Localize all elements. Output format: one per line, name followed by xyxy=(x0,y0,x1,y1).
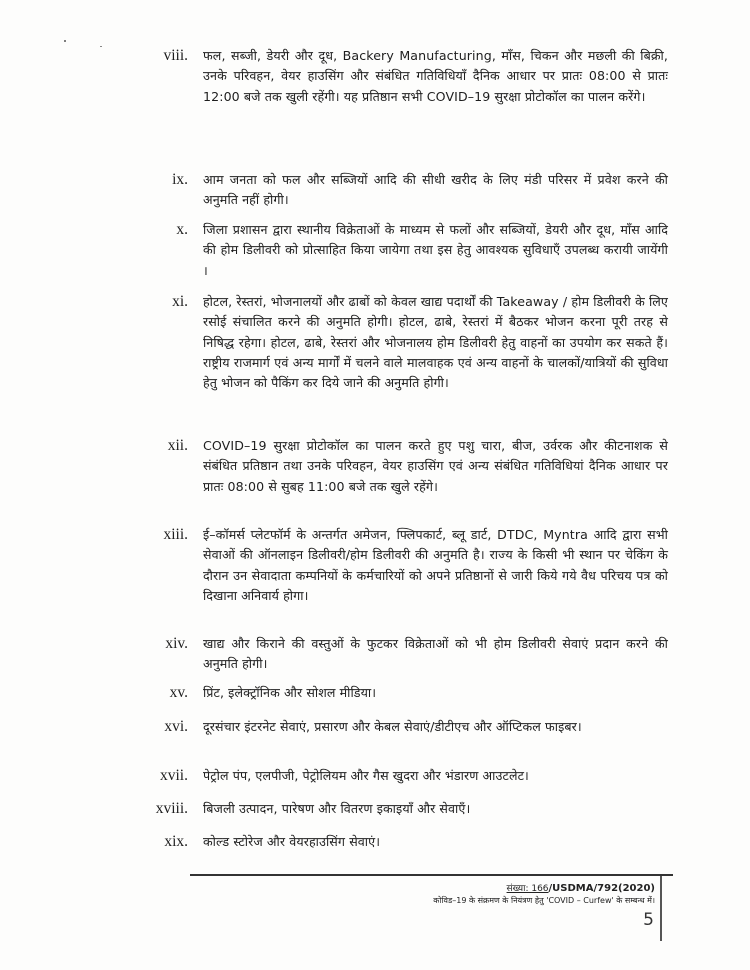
reference-number xyxy=(507,881,655,894)
item-text: जिला प्रशासन द्वारा स्थानीय विक्रेताओं के माध्यम से फलों और सब्जियों, डेयरी और दूध, मॉंस आदि की होम डिलीवरी को प्रोत्साहित किया जायेगा तथा इस हेतु आवश्यक सुविधाएँ उपलब्ध करायी जायेंगी । xyxy=(203,222,668,278)
item-number: xiii. xyxy=(163,526,188,543)
item-number: xviii. xyxy=(155,800,188,817)
item-text: COVID–19 सुरक्षा प्रोटोकॉल का पालन करते हुए पशु चारा, बीज, उर्वरक और कीटनाशक से संबंधित प्रतिष्ठान तथा उनके परिवहन, वेयर हाउसिंग एवं अन्य संबंधित गतिविधियां दैनिक आधार पर प्रातः 08:00 से सुबह 11:00 बजे तक खुले रहेंगे। xyxy=(203,438,668,494)
item-text: पेट्रोल पंप, एलपीजी, पेट्रोलियम और गैस खुदरा और भंडारण आउटलेट। xyxy=(203,768,529,783)
item-number: ix. xyxy=(172,171,188,188)
item-text: होटल, रेस्तरां, भोजनालयों और ढाबों को केवल खाद्य पदार्थों की Takeaway / होम डिलीवरी के लिए रसोई संचालित करने की अनुमति होगी। होटल, ढाबे, रेस्तरां में बैठकर भोजन करना पूरी तरह से निषिद्ध रहेगा। होटल, ढाबे, रेस्तरां और भोजनालय होम डिलीवरी हेतु वाहनों का उपयोग कर सकते हैं। राष्ट्रीय राजमार्ग एवं अन्य मार्गों में चलने वाले मालवाहक एवं अन्य वाहनों के चालकों/यात्रियों की सुविधा हेतु भोजन को पैकिंग कर दिये जाने की अनुमति होगी। xyxy=(203,294,668,391)
scan-speck xyxy=(100,46,102,47)
item-text: दूरसंचार इंटरनेट सेवाएं, प्रसारण और केबल सेवाएं/डीटीएच और ऑप्टिकल फाइबर। xyxy=(203,719,582,734)
item-text: बिजली उत्पादन, पारेषण और वितरण इकाइयाँ और सेवाएँ। xyxy=(203,801,471,816)
footer-vertical-rule xyxy=(660,876,662,941)
item-number: xi. xyxy=(172,293,188,310)
scan-speck xyxy=(64,40,66,42)
item-text: फल, सब्जी, डेयरी और दूध, Backery Manufacturing, मॉंस, चिकन और मछली की बिक्री, उनके परिवहन, वेयर हाउसिंग और संबंधित गतिविधियाँ दैनिक आधार पर प्रातः 08:00 से प्रातः 12:00 बजे तक खुली रहेंगी। यह प्रतिष्ठान सभी COVID–19 सुरक्षा प्रोटोकॉल का पालन करेंगे। xyxy=(203,48,668,104)
item-number: xvii. xyxy=(160,767,188,784)
subject-line: कोविड–19 के संक्रमण के नियंत्रण हेतु 'COVID – Curfew' के सम्बन्ध में। xyxy=(433,896,655,905)
item-number: x. xyxy=(176,221,188,238)
page-number: 5 xyxy=(643,910,654,930)
item-text: आम जनता को फल और सब्जियों आदि की सीधी खरीद के लिए मंडी परिसर में प्रवेश करने की अनुमति नहीं होगी। xyxy=(203,172,668,208)
item-number: xix. xyxy=(164,833,188,850)
item-text: कोल्ड स्टोरेज और वेयरहाउसिंग सेवाएं। xyxy=(203,834,381,849)
item-number: xvi. xyxy=(164,718,188,735)
item-text: खाद्य और किराने की वस्तुओं के फुटकर विक्रेताओं को भी होम डिलीवरी सेवाएं प्रदान करने की अनुमति होगी। xyxy=(203,636,668,672)
item-text: प्रिंट, इलेक्ट्रॉनिक और सोशल मीडिया। xyxy=(203,685,377,700)
footer-divider xyxy=(190,874,673,876)
item-number: viii. xyxy=(163,47,188,64)
reference-code: /USDMA/792(2020) xyxy=(548,883,655,894)
item-text: ई–कॉमर्स प्लेटफॉर्म के अन्तर्गत अमेजन, फ्लिपकार्ट, ब्लू डार्ट, DTDC, Myntra आदि द्वारा सभी सेवाओं की ऑनलाइन डिलीवरी/होम डिलीवरी की अनुमति है। राज्य के किसी भी स्थान पर चेकिंग के दौरान उन सेवादाता कम्पनियों के कर्मचारियों को अपने प्रतिष्ठानों से जारी किये गये वैध परिचय पत्र को दिखाना अनिवार्य होगा। xyxy=(203,527,668,603)
item-number: xii. xyxy=(167,437,188,454)
item-number: xv. xyxy=(169,684,188,701)
reference-prefix: संख्या: 166 xyxy=(506,884,549,894)
item-number: xiv. xyxy=(165,635,188,652)
